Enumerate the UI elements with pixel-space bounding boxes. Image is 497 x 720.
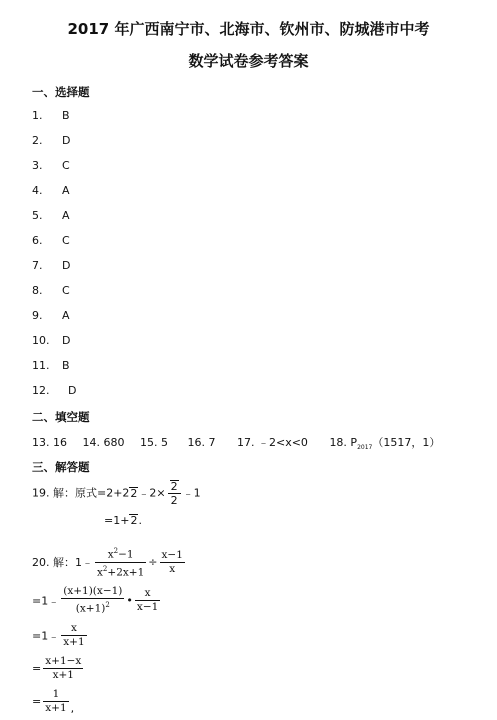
- answer-letter: C: [62, 159, 70, 172]
- q20-line3-fraction: $\frac{x}{x+1}$: [63, 622, 85, 648]
- choice-answer-row: [32, 234, 70, 247]
- question-number: 3.: [32, 159, 43, 172]
- section-choice-heading: 一、选择题: [32, 85, 90, 99]
- question-number: 5.: [32, 209, 43, 222]
- answer-letter: A: [62, 309, 70, 322]
- q19-fraction: $\frac{2}{2}$: [168, 480, 181, 507]
- q19-line2: =1+2.: [104, 514, 142, 527]
- choice-answer-row: [32, 384, 76, 397]
- q20-fraction-1: $\frac{x^2-1}{x^2+2x+1}$: [97, 547, 145, 578]
- q20-line4: = $\frac{x+1-x}{x+1}$: [32, 655, 82, 681]
- question-number: 7.: [32, 259, 43, 272]
- fill-answer-17: 17. ﹣2<x<0: [237, 436, 308, 449]
- q20-line2-fraction-2: $\frac{x}{x-1}$: [136, 586, 159, 613]
- answer-letter: C: [62, 284, 70, 297]
- choice-answer-row: [32, 259, 70, 272]
- choice-answer-row: [32, 309, 70, 322]
- choice-answer-row: [32, 134, 70, 147]
- question-number: 10.: [32, 334, 50, 347]
- q20-line2: =1﹣ $\frac{(x+1)(x-1)}{(x+1)^2}$ • $\frac{x}{x-1}$: [32, 585, 159, 615]
- question-number: 4.: [32, 184, 43, 197]
- document-title-line1: 2017 年广西南宁市、北海市、钦州市、防城港市中考: [67, 20, 430, 38]
- q20-line3: =1﹣ $\frac{x}{x+1}$: [32, 622, 85, 648]
- question-number: 2.: [32, 134, 43, 147]
- fill-answer-15: 15. 5: [140, 436, 168, 449]
- answer-letter: D: [68, 384, 77, 397]
- question-number: 11.: [32, 359, 50, 372]
- question-number: 12.: [32, 384, 50, 397]
- fill-answer-14: 14. 680: [82, 436, 125, 449]
- fill-answer-13: 13. 16: [32, 436, 67, 449]
- fill-answers-row: [32, 434, 440, 451]
- choice-answer-row: [32, 109, 70, 122]
- section-fill-heading: 二、填空题: [32, 410, 90, 424]
- answer-letter: B: [62, 359, 70, 372]
- q19-line1: 19. 解：原式=2+22﹣2× $\frac{2}{2}$ ﹣1: [32, 480, 201, 507]
- answer-letter: D: [62, 259, 71, 272]
- document-title-line2: 数学试卷参考答案: [188, 52, 309, 70]
- answer-letter: D: [62, 134, 71, 147]
- choice-answer-row: [32, 184, 70, 197]
- answer-letter: B: [62, 109, 70, 122]
- q20-fraction-2: $\frac{x-1}{x}$: [161, 548, 183, 575]
- question-number: 9.: [32, 309, 43, 322]
- answer-letter: A: [62, 209, 70, 222]
- sqrt-2: 2: [130, 486, 138, 500]
- answer-letter: C: [62, 234, 70, 247]
- question-number: 1.: [32, 109, 43, 122]
- fill-answer-18: 18. $P_{2017}(1517$，1）: [329, 436, 441, 452]
- question-number: 8.: [32, 284, 43, 297]
- choice-answer-row: [32, 159, 70, 172]
- answer-letter: A: [62, 184, 70, 197]
- q20-line4-fraction: $\frac{x+1-x}{x+1}$: [45, 655, 82, 681]
- question-number: 6.: [32, 234, 43, 247]
- q20-line5-fraction: $\frac{1}{x+1}$: [45, 688, 67, 714]
- section-solve-heading: 三、解答题: [32, 460, 90, 474]
- answer-letter: D: [62, 334, 71, 347]
- choice-answer-row: [32, 284, 70, 297]
- q20-line5: = $\frac{1}{x+1}$ ,: [32, 688, 75, 715]
- q20-line1: 20. 解：1﹣ $\frac{x^2-1}{x^2+2x+1}$ ÷ $\frac{x-1}{x}$: [32, 547, 183, 578]
- choice-answer-row: [32, 334, 70, 347]
- fill-answer-16: 16. 7: [187, 436, 216, 449]
- q20-line2-fraction-1: $\frac{(x+1)(x-1)}{(x+1)^2}$: [63, 585, 123, 615]
- choice-answer-row: [32, 359, 70, 372]
- choice-answer-row: [32, 209, 70, 222]
